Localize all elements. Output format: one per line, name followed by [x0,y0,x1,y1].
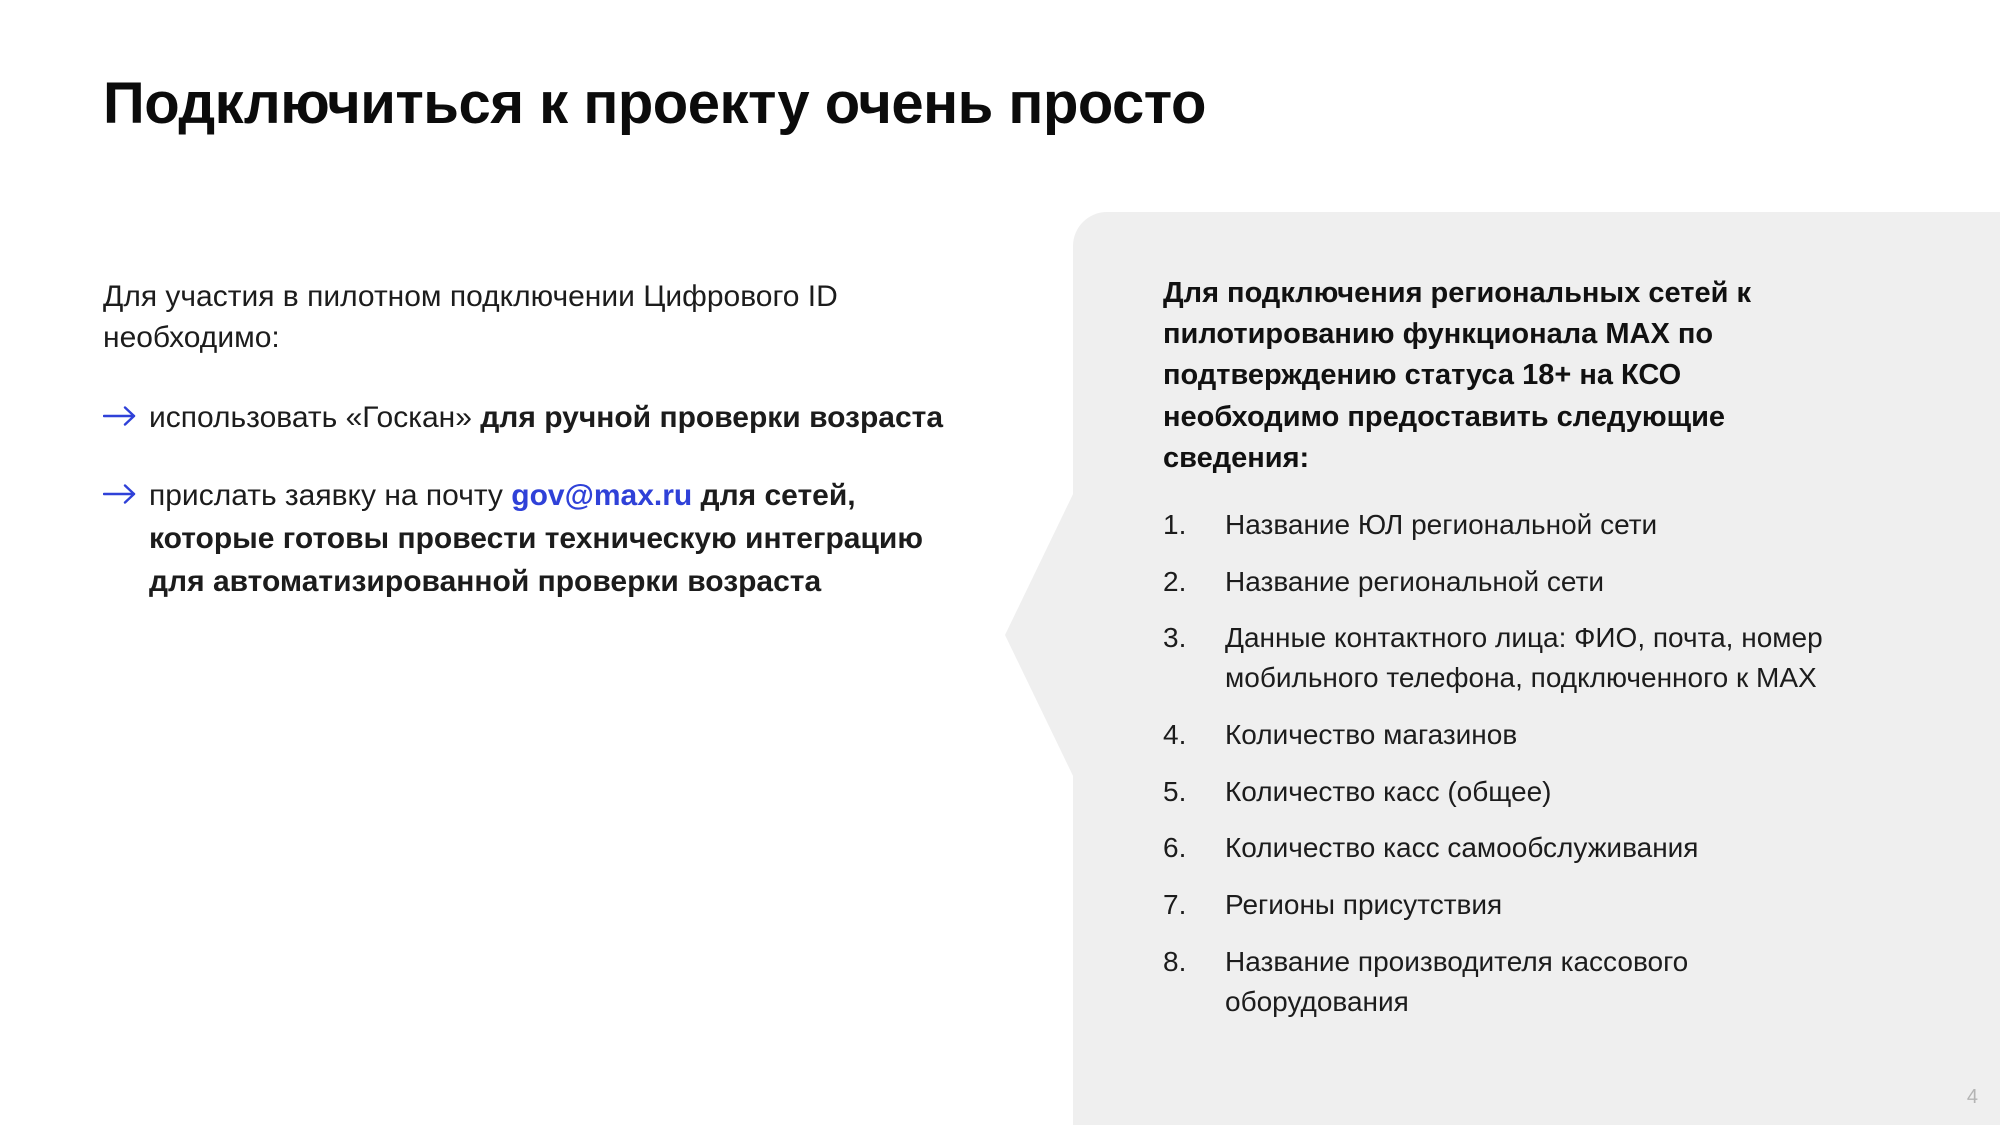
list-item: Регионы присутствия [1225,889,1503,921]
panel-notch-shape [1005,490,1075,780]
list-item-text [149,397,943,440]
list-item: Данные контактного лица: ФИО, почта, номер мобильного телефона, подключенного к MAX [1225,622,1823,694]
item2-lead: прислать заявку на почту [149,479,512,513]
list-item: Название ЮЛ региональной сети [1225,508,1658,540]
list-item: Количество касс (общее) [1225,775,1552,807]
panel-content [1163,273,1863,1038]
arrow-right-icon [103,475,149,505]
list-item: Количество магазинов [1225,718,1518,750]
item2-bold: для сетей, которые готовы провести техническую интеграцию для автоматизированной проверки возраста [149,479,923,598]
intro-text: Для участия в пилотном подключении Цифрового ID необходимо: [103,280,838,355]
arrow-right-icon [103,397,149,427]
page-number: 4 [1966,1086,1978,1108]
list-item [103,475,983,603]
left-column [103,276,983,639]
page-title: Подключиться к проекту очень просто [103,71,1206,136]
item1-lead: использовать «Госкан» [149,400,481,434]
email-link[interactable]: gov@max.ru [511,479,693,513]
list-item: Название региональной сети [1225,565,1604,597]
list-item: Количество касс самообслуживания [1225,832,1699,864]
list-item-text [149,475,979,603]
item1-bold: для ручной проверки возраста [480,400,944,434]
list-item [103,397,983,440]
list-item: Название производителя кассового оборудования [1225,945,1689,1017]
panel-heading: Для подключения региональных сетей к пилотированию функционала MAX по подтверждению статуса 18+ на КСО необходимо предоставить следующие сведения: [1163,277,1751,474]
requirements-list [1163,505,1863,1022]
